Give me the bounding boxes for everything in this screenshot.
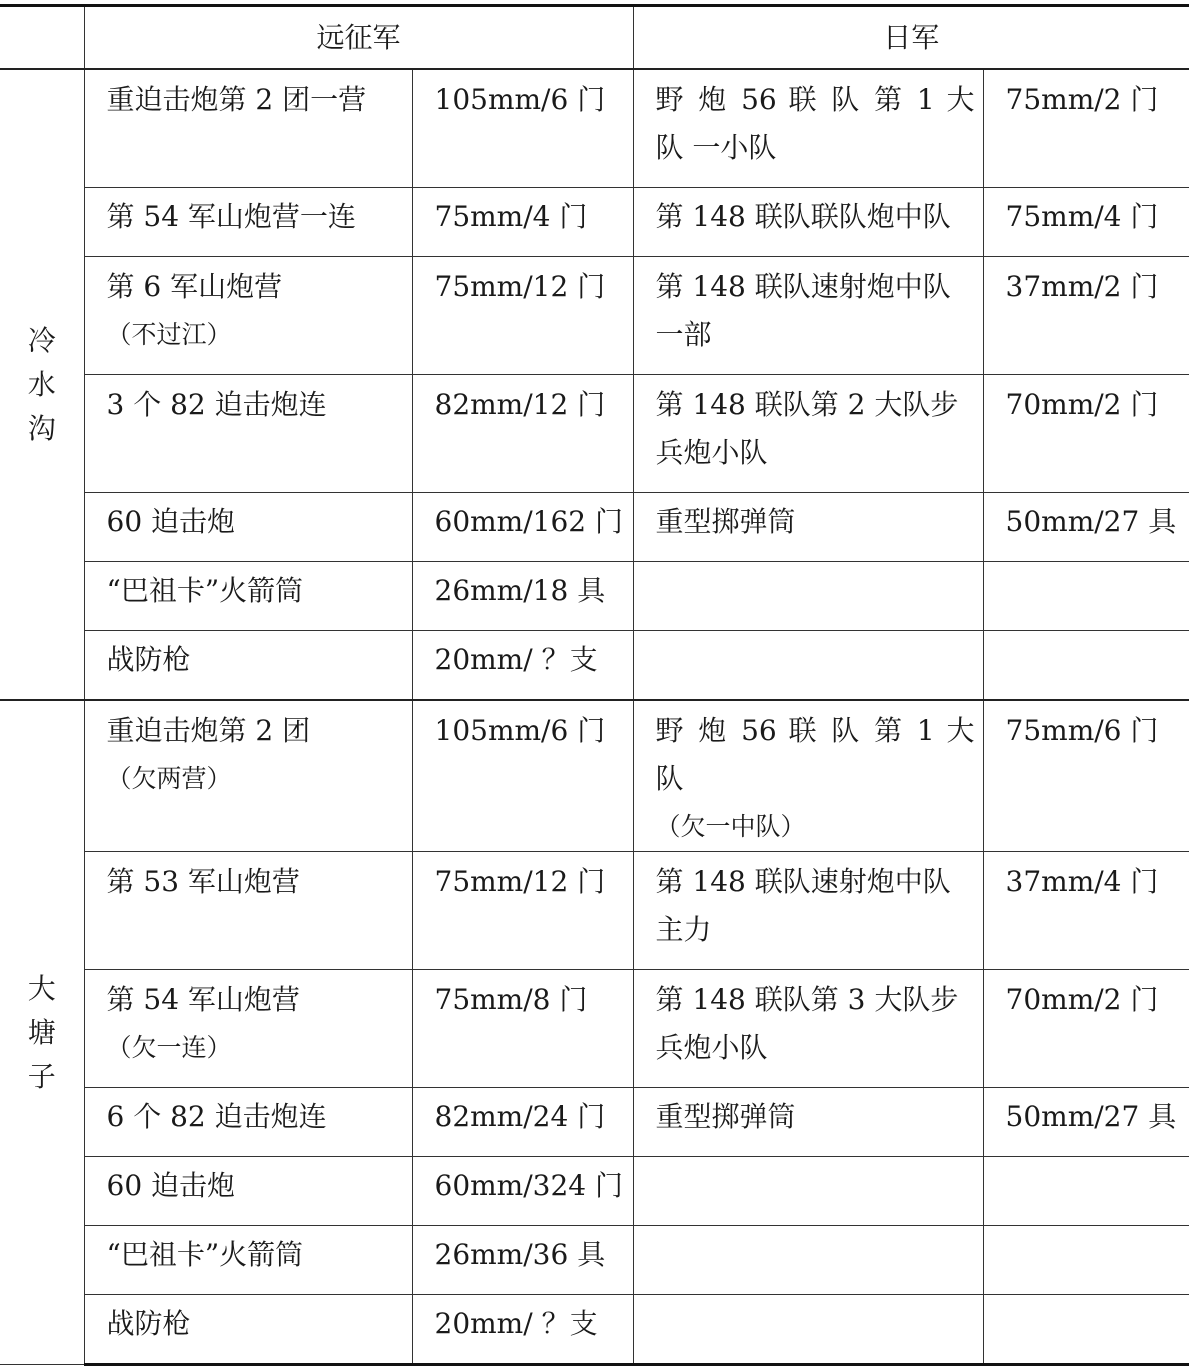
chinese-unit: 重迫击炮第 2 团 bbox=[106, 714, 311, 747]
chinese-spec-cell: 20mm/ ？支 bbox=[412, 631, 633, 701]
japanese-unit-cell: 第 148 联队第 3 大队步兵炮小队 bbox=[633, 970, 983, 1088]
region-char: 沟 bbox=[27, 411, 56, 445]
chinese-unit-cell: “巴祖卡”火箭筒 bbox=[84, 1226, 412, 1295]
japanese-unit-note: （欠一中队） bbox=[655, 812, 806, 841]
japanese-spec-cell: 50mm/27 具 bbox=[983, 493, 1189, 562]
chinese-spec-cell: 82mm/24 门 bbox=[412, 1088, 633, 1157]
japanese-spec-cell bbox=[983, 631, 1189, 701]
chinese-spec-cell: 75mm/4 门 bbox=[412, 188, 633, 257]
table-row bbox=[0, 852, 1189, 970]
chinese-spec-cell: 82mm/12 门 bbox=[412, 375, 633, 493]
region-char: 水 bbox=[27, 367, 56, 401]
chinese-unit: 第 54 军山炮营 bbox=[106, 983, 300, 1016]
japanese-unit-cell: 重型掷弹筒 bbox=[633, 1088, 983, 1157]
japanese-unit-cell bbox=[633, 1295, 983, 1365]
region-cell bbox=[0, 69, 84, 700]
chinese-unit-note: （欠一连） bbox=[106, 1033, 232, 1062]
japanese-spec-cell bbox=[983, 1295, 1189, 1365]
chinese-spec-cell: 75mm/12 门 bbox=[412, 852, 633, 970]
table-row bbox=[0, 69, 1189, 188]
chinese-unit-cell bbox=[84, 69, 412, 188]
region-char: 大 bbox=[27, 971, 56, 1005]
header-japanese-force: 日军 bbox=[633, 6, 1189, 70]
japanese-unit-cell: 第 148 联队联队炮中队 bbox=[633, 188, 983, 257]
japanese-unit-cell bbox=[633, 1157, 983, 1226]
table-row bbox=[0, 631, 1189, 701]
japanese-unit-cell bbox=[633, 700, 983, 852]
chinese-spec-cell: 26mm/36 具 bbox=[412, 1226, 633, 1295]
japanese-spec-cell bbox=[983, 1226, 1189, 1295]
japanese-spec-cell: 37mm/2 门 bbox=[983, 257, 1189, 375]
japanese-unit-cell: 野 炮 56 联 队 第 1 大 队 一小队 bbox=[633, 69, 983, 188]
chinese-spec-cell: 105mm/6 门 bbox=[412, 700, 633, 852]
japanese-unit-cell bbox=[633, 631, 983, 701]
japanese-unit-cell: 第 148 联队第 2 大队步兵炮小队 bbox=[633, 375, 983, 493]
chinese-spec-cell: 75mm/12 门 bbox=[412, 257, 633, 375]
chinese-unit-cell: “巴祖卡”火箭筒 bbox=[84, 562, 412, 631]
chinese-spec-cell: 26mm/18 具 bbox=[412, 562, 633, 631]
header-corner-cell bbox=[0, 6, 84, 70]
chinese-unit-cell bbox=[84, 700, 412, 852]
chinese-unit-note: （不过江） bbox=[106, 320, 232, 349]
artillery-comparison-table bbox=[0, 4, 1189, 1366]
japanese-spec-cell bbox=[983, 1157, 1189, 1226]
chinese-unit-cell: 战防枪 bbox=[84, 1295, 412, 1365]
chinese-unit-cell: 第 54 军山炮营一连 bbox=[84, 188, 412, 257]
table-row bbox=[0, 1226, 1189, 1295]
chinese-spec-cell: 60mm/162 门 bbox=[412, 493, 633, 562]
table-row bbox=[0, 562, 1189, 631]
table-row bbox=[0, 257, 1189, 375]
japanese-unit-cell: 第 148 联队速射炮中队一部 bbox=[633, 257, 983, 375]
japanese-unit: 野 炮 56 联 队 第 1 大 队 bbox=[655, 714, 975, 795]
japanese-spec-cell: 50mm/27 具 bbox=[983, 1088, 1189, 1157]
chinese-unit-cell: 3 个 82 迫击炮连 bbox=[84, 375, 412, 493]
chinese-spec-cell: 75mm/8 门 bbox=[412, 970, 633, 1088]
japanese-unit-cell bbox=[633, 562, 983, 631]
japanese-spec-cell bbox=[983, 562, 1189, 631]
chinese-unit-cell: 60 迫击炮 bbox=[84, 1157, 412, 1226]
japanese-unit-cell: 第 148 联队速射炮中队主力 bbox=[633, 852, 983, 970]
japanese-spec-cell: 75mm/2 门 bbox=[983, 69, 1189, 188]
region-char: 塘 bbox=[27, 1015, 56, 1049]
table-row bbox=[0, 1157, 1189, 1226]
japanese-spec-cell: 70mm/2 门 bbox=[983, 970, 1189, 1088]
japanese-spec-cell: 37mm/4 门 bbox=[983, 852, 1189, 970]
chinese-unit: 重迫击炮第 2 团一营 bbox=[106, 83, 367, 116]
japanese-spec-cell: 70mm/2 门 bbox=[983, 375, 1189, 493]
table-row bbox=[0, 970, 1189, 1088]
chinese-unit-cell: 战防枪 bbox=[84, 631, 412, 701]
region-char: 子 bbox=[27, 1059, 56, 1093]
table-row bbox=[0, 1088, 1189, 1157]
japanese-spec-cell: 75mm/6 门 bbox=[983, 700, 1189, 852]
table-row bbox=[0, 493, 1189, 562]
japanese-spec-cell: 75mm/4 门 bbox=[983, 188, 1189, 257]
chinese-unit-cell: 第 53 军山炮营 bbox=[84, 852, 412, 970]
chinese-spec-cell: 20mm/ ？支 bbox=[412, 1295, 633, 1365]
table-row bbox=[0, 375, 1189, 493]
header-chinese-force: 远征军 bbox=[84, 6, 633, 70]
japanese-unit-cell bbox=[633, 1226, 983, 1295]
chinese-spec-cell: 105mm/6 门 bbox=[412, 69, 633, 188]
chinese-unit-note: （欠两营） bbox=[106, 764, 232, 793]
table-row bbox=[0, 188, 1189, 257]
chinese-unit-cell: 60 迫击炮 bbox=[84, 493, 412, 562]
chinese-spec-cell: 60mm/324 门 bbox=[412, 1157, 633, 1226]
region-cell bbox=[0, 700, 84, 1365]
chinese-unit-cell bbox=[84, 970, 412, 1088]
japanese-unit-cell: 重型掷弹筒 bbox=[633, 493, 983, 562]
region-char: 冷 bbox=[27, 323, 56, 357]
table-row bbox=[0, 1295, 1189, 1365]
chinese-unit: 第 6 军山炮营 bbox=[106, 270, 283, 303]
header-row bbox=[0, 6, 1189, 70]
chinese-unit-cell: 6 个 82 迫击炮连 bbox=[84, 1088, 412, 1157]
table-row bbox=[0, 700, 1189, 852]
chinese-unit-cell bbox=[84, 257, 412, 375]
